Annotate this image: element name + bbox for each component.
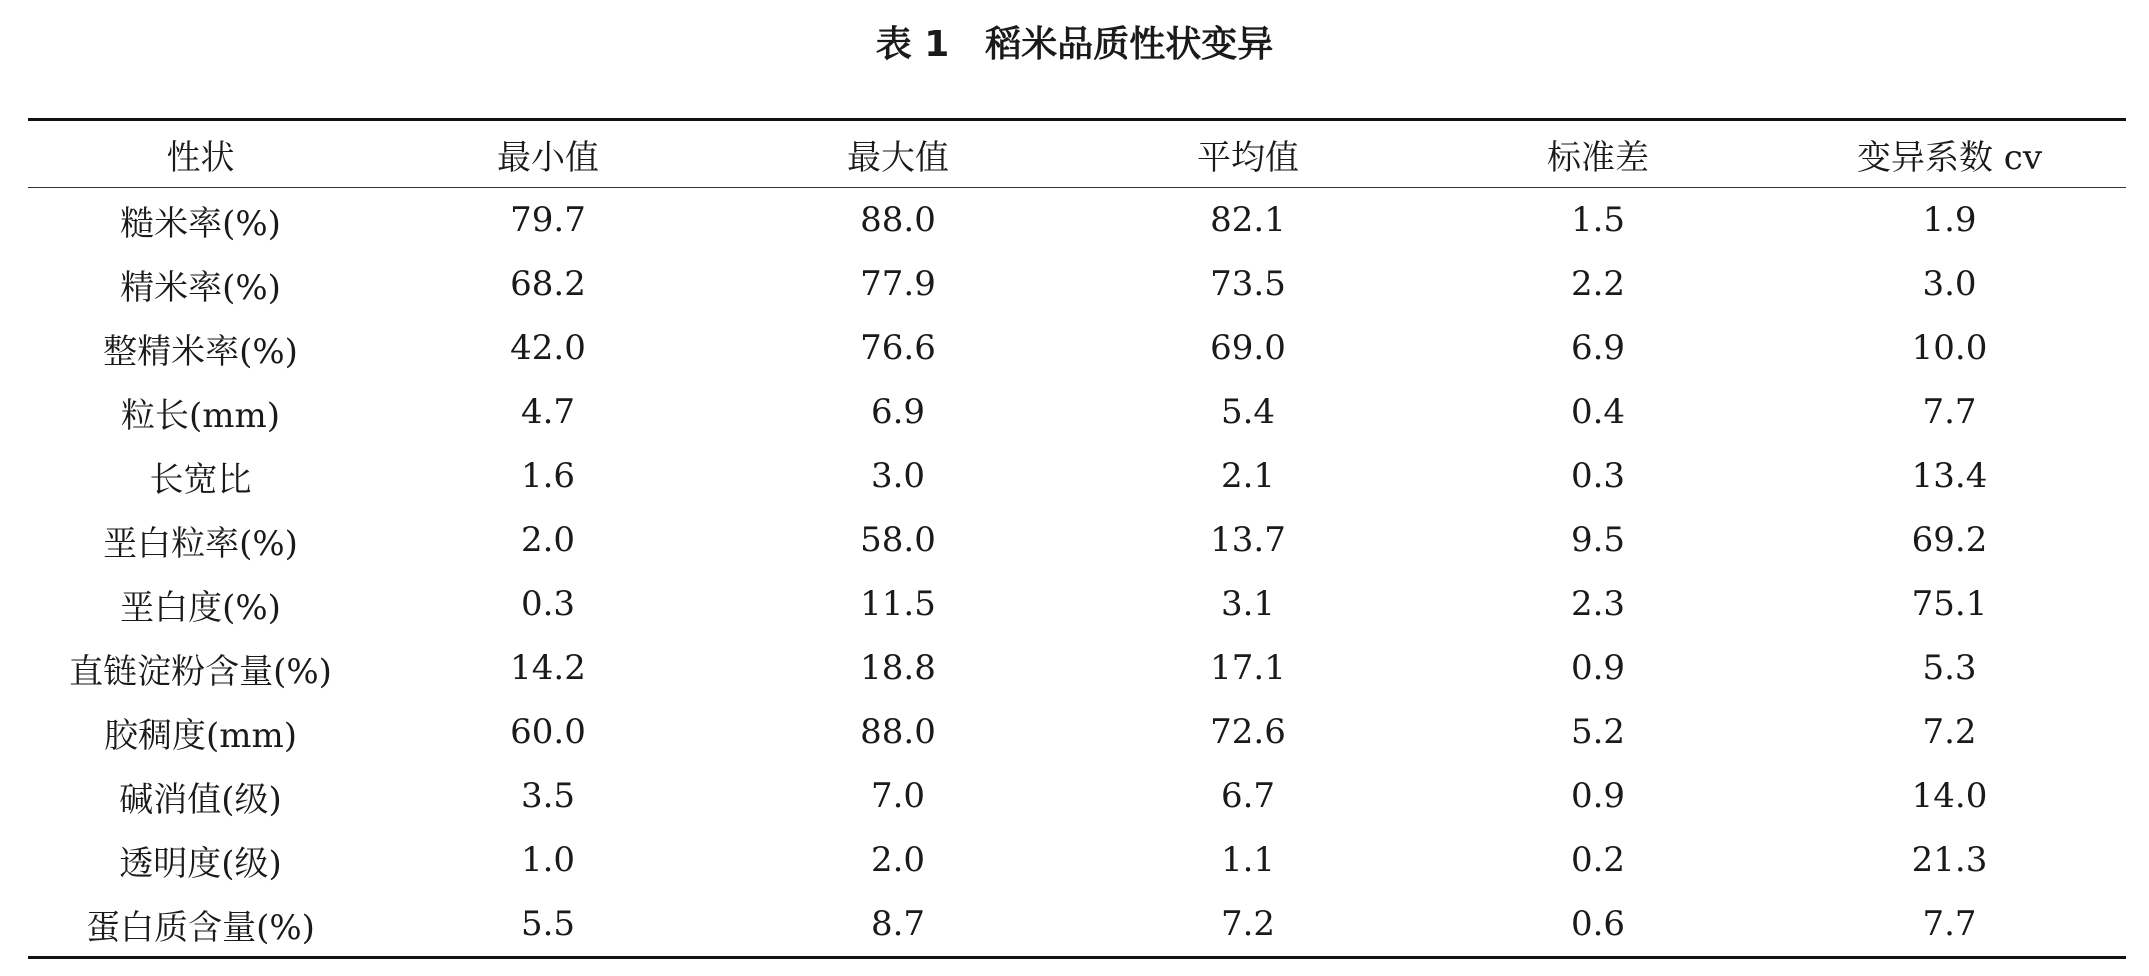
cell-min: 5.5 (520, 904, 576, 944)
cell-trait: 整精米率(%) (103, 331, 298, 372)
cell-min: 3.5 (520, 776, 576, 816)
cell-mean: 2.1 (1220, 456, 1276, 496)
cell-mean: 69.0 (1210, 328, 1286, 368)
table-row (28, 828, 2126, 892)
cell-trait: 粒长(mm) (120, 395, 280, 436)
cell-max: 76.6 (860, 328, 936, 368)
cell-std: 0.9 (1570, 648, 1626, 688)
cell-std: 2.2 (1570, 264, 1626, 304)
cell-max: 2.0 (870, 840, 926, 880)
cell-trait: 垩白粒率(%) (103, 523, 298, 564)
table-row (28, 188, 2126, 252)
header-mean: 平均值 (1197, 137, 1299, 178)
cell-std: 5.2 (1570, 712, 1626, 752)
cell-trait: 蛋白质含量(%) (86, 907, 315, 948)
cell-max: 18.8 (860, 648, 936, 688)
header-trait: 性状 (166, 137, 235, 178)
cell-trait: 精米率(%) (120, 267, 281, 308)
cell-max: 88.0 (860, 200, 936, 240)
cell-trait: 直链淀粉含量(%) (69, 651, 332, 692)
cell-min: 0.3 (520, 584, 576, 624)
cell-cv: 3.0 (1922, 264, 1977, 304)
cell-std: 6.9 (1570, 328, 1626, 368)
cell-trait: 透明度(级) (119, 843, 282, 884)
cell-min: 14.2 (510, 648, 586, 688)
header-cv: 变异系数 cv (1856, 137, 2043, 178)
cell-mean: 17.1 (1210, 648, 1286, 688)
cell-std: 2.3 (1570, 584, 1626, 624)
cell-cv: 75.1 (1911, 584, 1988, 624)
cell-min: 68.2 (510, 264, 586, 304)
cell-max: 7.0 (870, 776, 926, 816)
cell-min: 2.0 (520, 520, 576, 560)
cell-std: 9.5 (1570, 520, 1626, 560)
cell-trait: 长宽比 (149, 459, 252, 500)
cell-std: 0.2 (1570, 840, 1626, 880)
cell-cv: 5.3 (1922, 648, 1977, 688)
cell-min: 1.6 (520, 456, 576, 496)
cell-min: 4.7 (520, 392, 576, 432)
cell-max: 3.0 (870, 456, 926, 496)
cell-min: 60.0 (510, 712, 586, 752)
cell-trait: 胶稠度(mm) (103, 715, 297, 756)
table-row (28, 252, 2126, 316)
cell-max: 8.7 (870, 904, 926, 944)
cell-mean: 7.2 (1220, 904, 1276, 944)
cell-mean: 3.1 (1220, 584, 1276, 624)
cell-cv: 7.2 (1922, 712, 1977, 752)
cell-trait: 糙米率(%) (120, 203, 281, 244)
cell-trait: 碱消值(级) (119, 779, 282, 820)
header-min: 最小值 (497, 137, 599, 178)
cell-max: 6.9 (870, 392, 926, 432)
cell-mean: 5.4 (1220, 392, 1276, 432)
cell-cv: 10.0 (1911, 328, 1988, 368)
rice-quality-table (28, 118, 2126, 959)
cell-min: 42.0 (510, 328, 586, 368)
cell-cv: 21.3 (1911, 840, 1988, 880)
table-row (28, 892, 2126, 956)
cell-max: 11.5 (860, 584, 936, 624)
cell-std: 0.9 (1570, 776, 1626, 816)
table-row (28, 380, 2126, 444)
header-std: 标准差 (1547, 137, 1649, 178)
cell-mean: 82.1 (1210, 200, 1286, 240)
cell-mean: 73.5 (1210, 264, 1286, 304)
table-row (28, 700, 2126, 764)
cell-cv: 14.0 (1911, 776, 1988, 816)
cell-cv: 69.2 (1911, 520, 1988, 560)
cell-cv: 7.7 (1922, 392, 1977, 432)
cell-trait: 垩白度(%) (120, 587, 281, 628)
table-row (28, 508, 2126, 572)
cell-cv: 13.4 (1911, 456, 1988, 496)
cell-std: 0.3 (1570, 456, 1626, 496)
cell-std: 0.6 (1570, 904, 1626, 944)
cell-mean: 13.7 (1210, 520, 1286, 560)
cell-mean: 72.6 (1210, 712, 1286, 752)
cell-mean: 6.7 (1220, 776, 1276, 816)
table-row (28, 572, 2126, 636)
cell-min: 1.0 (520, 840, 576, 880)
cell-max: 88.0 (860, 712, 936, 752)
header-max: 最大值 (847, 137, 949, 178)
cell-mean: 1.1 (1220, 840, 1276, 880)
table-row (28, 764, 2126, 828)
cell-std: 1.5 (1570, 200, 1626, 240)
table-row (28, 444, 2126, 508)
cell-cv: 7.7 (1922, 904, 1977, 944)
cell-std: 0.4 (1570, 392, 1626, 432)
cell-min: 79.7 (510, 200, 586, 240)
table-row (28, 316, 2126, 380)
table-row (28, 636, 2126, 700)
cell-max: 77.9 (860, 264, 936, 304)
cell-cv: 1.9 (1922, 200, 1977, 240)
table-header-row (28, 121, 2126, 188)
cell-max: 58.0 (860, 520, 936, 560)
table-title: 表 1 稻米品质性状变异 (875, 24, 1274, 65)
table-body (28, 188, 2126, 956)
